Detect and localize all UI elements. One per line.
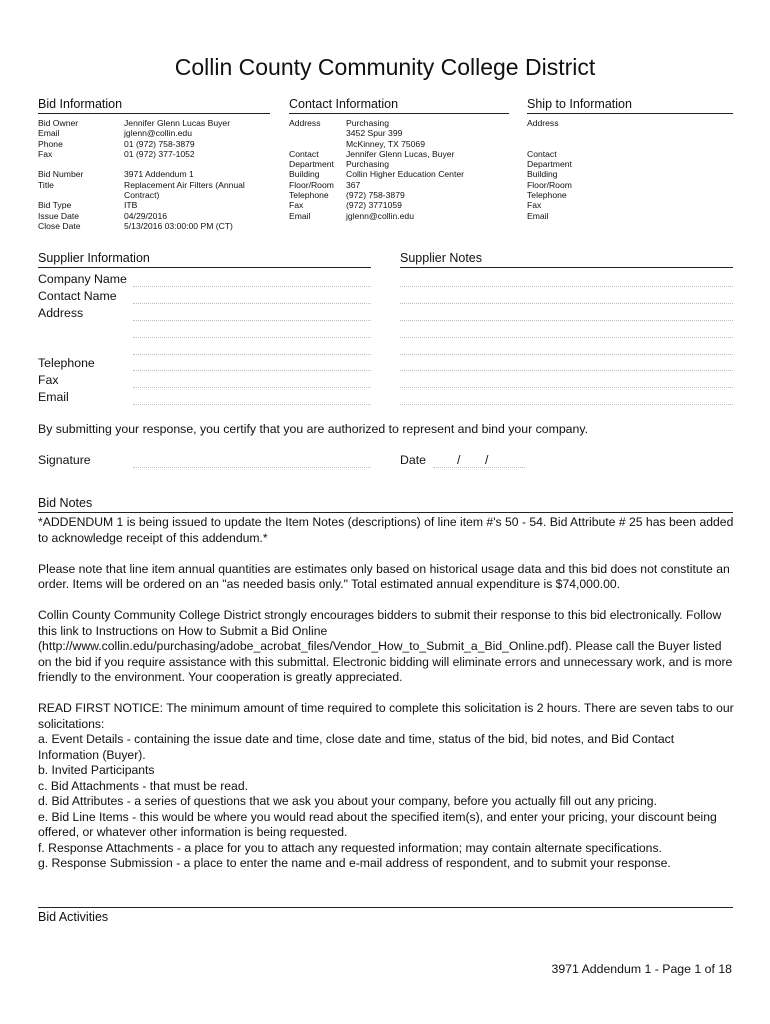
ship-info-label: Address (527, 118, 559, 128)
ship-info-label: Contact (527, 148, 557, 159)
bid-info-label: Close Date (38, 220, 81, 231)
bid-info-label: Issue Date (38, 210, 80, 221)
contact-info-value: Purchasing (346, 159, 389, 170)
bid-info-value: Replacement Air Filters (Annual (124, 179, 245, 190)
supplier-notes-field[interactable] (400, 404, 733, 405)
bid-info-labels (38, 118, 83, 231)
date-field[interactable] (433, 467, 525, 468)
bid-info-value: ITB (124, 200, 138, 211)
bid-info-label (38, 190, 83, 200)
fax-label: Fax (38, 373, 59, 387)
bid-info-value: jglenn@collin.edu (124, 128, 192, 139)
email-field[interactable] (133, 404, 371, 405)
bid-note-paragraph: Collin County Community College District strongly encourages bidders to submit their response to this bid electronically. Follow this link to Instructions on How to Submit a Bid Online (http://www.collin.edu/purchasing/adobe_acrobat_files/Vendor_How_to_Submit_a_Bid_Online.pdf). Please call the Buyer listed on the bid if you require assistance with this submittal. Electronic bidding will eliminate errors and unnecessary work, and is more friendly to the environment. Your cooperation is greatly appreciated. (38, 608, 733, 684)
contact-info-labels (289, 118, 334, 221)
address-field[interactable] (133, 337, 371, 338)
contact-info-label: Department (289, 159, 334, 170)
contact-info-value: (972) 758-3879 (346, 190, 405, 201)
contact-info-value: Purchasing (346, 118, 389, 128)
contact-info-value: McKinney, TX 75069 (346, 138, 425, 149)
contact-info-value: jglenn@collin.edu (346, 210, 414, 221)
date-separator: / (485, 453, 489, 467)
ship-info-label: Telephone (527, 190, 567, 201)
bid-info-values (124, 118, 245, 231)
supplier-notes-field[interactable] (400, 286, 733, 287)
contact-info-label: Fax (289, 200, 304, 211)
signature-field[interactable] (133, 467, 371, 468)
fax-field[interactable] (133, 387, 371, 388)
contact-info-value: Jennifer Glenn Lucas, Buyer (346, 148, 455, 159)
contact-information-rule (289, 113, 509, 114)
bid-notes-rule (38, 512, 733, 513)
bid-notes-body (38, 515, 738, 887)
bid-info-label: Email (38, 128, 60, 139)
contact-info-label: Contact (289, 148, 319, 159)
contact-info-value: (972) 3771059 (346, 200, 402, 211)
bid-info-label: Bid Owner (38, 118, 79, 128)
telephone-field[interactable] (133, 370, 371, 371)
address-label: Address (38, 306, 84, 320)
contact-info-label: Floor/Room (289, 179, 334, 190)
address-field[interactable] (133, 320, 371, 321)
bid-info-value: Jennifer Glenn Lucas Buyer (124, 118, 231, 128)
supplier-notes-field[interactable] (400, 320, 733, 321)
bid-information-rule (38, 113, 270, 114)
supplier-notes-heading: Supplier Notes (400, 251, 482, 265)
ship-info-label: Building (527, 169, 558, 180)
page-footer: 3971 Addendum 1 - Page 1 of 18 (551, 962, 732, 976)
certify-statement: By submitting your response, you certify that you are authorized to represent and bind your company. (38, 422, 589, 436)
bid-note-paragraph: Please note that line item annual quantities are estimates only based on historical usage data and this bid does not constitute an order. Items will be ordered on an "as needed basis only." Total estimated annual expenditure is $74,000.00. (38, 561, 730, 591)
ship-info-label (527, 139, 572, 149)
bid-info-value (124, 159, 245, 169)
bid-info-label: Title (38, 179, 54, 190)
date-label: Date (400, 453, 426, 467)
supplier-notes-field[interactable] (400, 337, 733, 338)
contact-info-label: Email (289, 210, 311, 221)
contact-name-field[interactable] (133, 303, 371, 304)
supplier-notes-field[interactable] (400, 370, 733, 371)
bid-info-value: 01 (972) 758-3879 (124, 138, 195, 149)
supplier-notes-field[interactable] (400, 354, 733, 355)
ship-info-label: Floor/Room (527, 179, 572, 190)
address-field[interactable] (133, 354, 371, 355)
email-label: Email (38, 390, 69, 404)
contact-info-label: Building (289, 169, 320, 180)
contact-name-label: Contact Name (38, 289, 117, 303)
contact-info-label: Telephone (289, 190, 329, 201)
contact-info-label (289, 128, 334, 138)
bid-info-value: 01 (972) 377-1052 (124, 148, 195, 159)
bid-info-label: Fax (38, 148, 53, 159)
contact-information-heading: Contact Information (289, 97, 399, 111)
ship-info-label (527, 128, 572, 138)
supplier-notes-field[interactable] (400, 387, 733, 388)
supplier-information-heading: Supplier Information (38, 251, 150, 265)
bid-info-label: Bid Number (38, 169, 84, 180)
company-name-field[interactable] (133, 286, 371, 287)
supplier-information-rule (38, 267, 371, 268)
contact-info-label: Address (289, 118, 321, 128)
bid-note-paragraph: READ FIRST NOTICE: The minimum amount of time required to complete this solicitation is 2 hours. There are seven tabs to our solicitations: a. Event Details - containing the issue date and time, close date and time, status of the bid, bid notes, and Bid Contact Information (Buyer). b. Invited Participants c. Bid Attachments - that must be read. d. Bid Attributes - a series of questions that we ask you about your company, before you actually fill out any pricing. e. Bid Line Items - this would be where you would read about the specified item(s), and enter your pricing, your discount being offered, or whatever other information is being requested. f. Response Attachments - a place for you to attach any requested information; may contain alternate specifications. g. Response Submission - a place to enter the name and e-mail address of respondent, and to submit your response. (38, 701, 734, 870)
bid-info-label (38, 159, 83, 169)
supplier-notes-field[interactable] (400, 303, 733, 304)
ship-info-label: Fax (527, 200, 542, 211)
bid-info-value: 5/13/2016 03:00:00 PM (CT) (124, 220, 233, 231)
signature-label: Signature (38, 453, 91, 467)
ship-info-label: Department (527, 159, 572, 170)
contact-info-value: 3452 Spur 399 (346, 128, 403, 139)
bid-info-value: Contract) (124, 190, 160, 201)
page-title: Collin County Community College District (174, 54, 596, 80)
bid-note-paragraph: *ADDENDUM 1 is being issued to update the Item Notes (descriptions) of line item #'s 50 - 54. Bid Attribute # 25 has been added to acknowledge receipt of this addendum.* (38, 515, 734, 545)
ship-info-label: Email (527, 210, 549, 221)
contact-info-values (346, 118, 464, 221)
bid-information-heading: Bid Information (38, 97, 123, 111)
bid-info-label: Phone (38, 138, 63, 149)
bid-notes-heading: Bid Notes (38, 496, 93, 510)
supplier-notes-rule (400, 267, 733, 268)
contact-info-label (289, 139, 334, 149)
date-separator: / (457, 453, 461, 467)
ship-info-labels (527, 118, 572, 221)
bid-info-value: 3971 Addendum 1 (124, 169, 194, 180)
ship-to-information-rule (527, 113, 733, 114)
contact-info-value: 367 (346, 179, 361, 190)
bid-activities-heading: Bid Activities (38, 910, 109, 924)
contact-info-value: Collin Higher Education Center (346, 169, 464, 180)
bid-info-label: Bid Type (38, 200, 72, 211)
bid-activities-rule (38, 907, 733, 908)
company-name-label: Company Name (38, 272, 127, 286)
telephone-label: Telephone (38, 356, 95, 370)
bid-info-value: 04/29/2016 (124, 210, 168, 221)
ship-to-information-heading: Ship to Information (527, 97, 632, 111)
